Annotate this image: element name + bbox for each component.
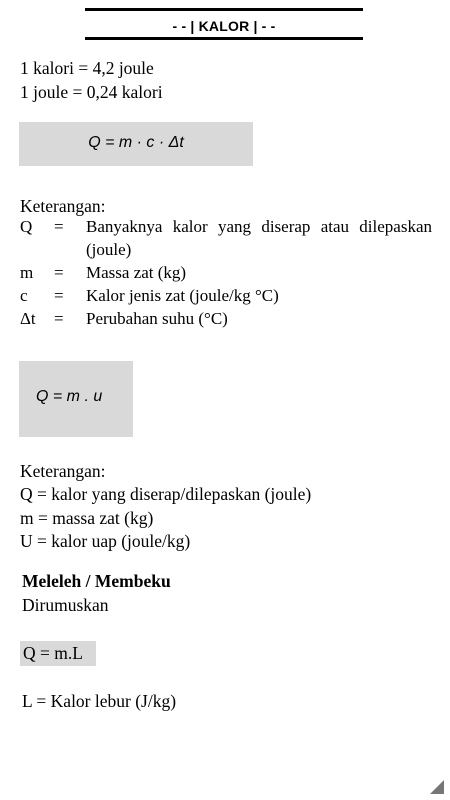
formula-box-heat: [19, 122, 253, 166]
section-subtext: Dirumuskan: [22, 595, 109, 615]
title-bar: [85, 8, 363, 40]
keterangan-table: [20, 215, 432, 330]
keterangan-heading: Keterangan:: [20, 461, 106, 481]
symbol-description: Massa zat (kg): [86, 263, 187, 282]
keterangan-row: [20, 307, 432, 330]
symbol-label: Q: [20, 217, 33, 236]
symbol-label: c: [20, 286, 28, 305]
formula-heat: Q = m · c · Δt: [88, 134, 184, 151]
formula-box-melting: [20, 641, 96, 666]
keterangan-row: [20, 284, 432, 307]
conversion-line: 1 joule = 0,24 kalori: [20, 82, 163, 102]
formula-melting: Q = m.L: [23, 643, 83, 663]
symbol-description: Perubahan suhu (°C): [86, 309, 228, 328]
keterangan-row: [20, 261, 432, 284]
keterangan-row: [20, 215, 432, 261]
section-heading: Meleleh / Membeku: [22, 571, 171, 591]
symbol-description: Kalor jenis zat (joule/kg °C): [86, 286, 279, 305]
symbol-description: Banyaknya kalor yang diserap atau dilepaskan (joule): [86, 217, 432, 259]
formula-vapor: Q = m . u: [36, 388, 103, 405]
latent-heat-note: L = Kalor lebur (J/kg): [22, 691, 177, 711]
keterangan-line: U = kalor uap (joule/kg): [20, 531, 191, 551]
keterangan-heading: Keterangan:: [20, 196, 106, 216]
equals-sign: =: [54, 286, 64, 305]
formula-box-vapor: [19, 361, 133, 437]
equals-sign: =: [54, 263, 64, 282]
page-title: - - | KALOR | - -: [172, 18, 276, 34]
keterangan-line: Q = kalor yang diserap/dilepaskan (joule): [20, 484, 312, 504]
conversion-line: 1 kalori = 4,2 joule: [20, 58, 154, 78]
symbol-label: m: [20, 263, 34, 282]
equals-sign: =: [54, 309, 64, 328]
equals-sign: =: [54, 217, 64, 236]
page-corner-icon: [430, 780, 444, 794]
symbol-label: Δt: [20, 309, 36, 328]
keterangan-line: m = massa zat (kg): [20, 508, 154, 528]
